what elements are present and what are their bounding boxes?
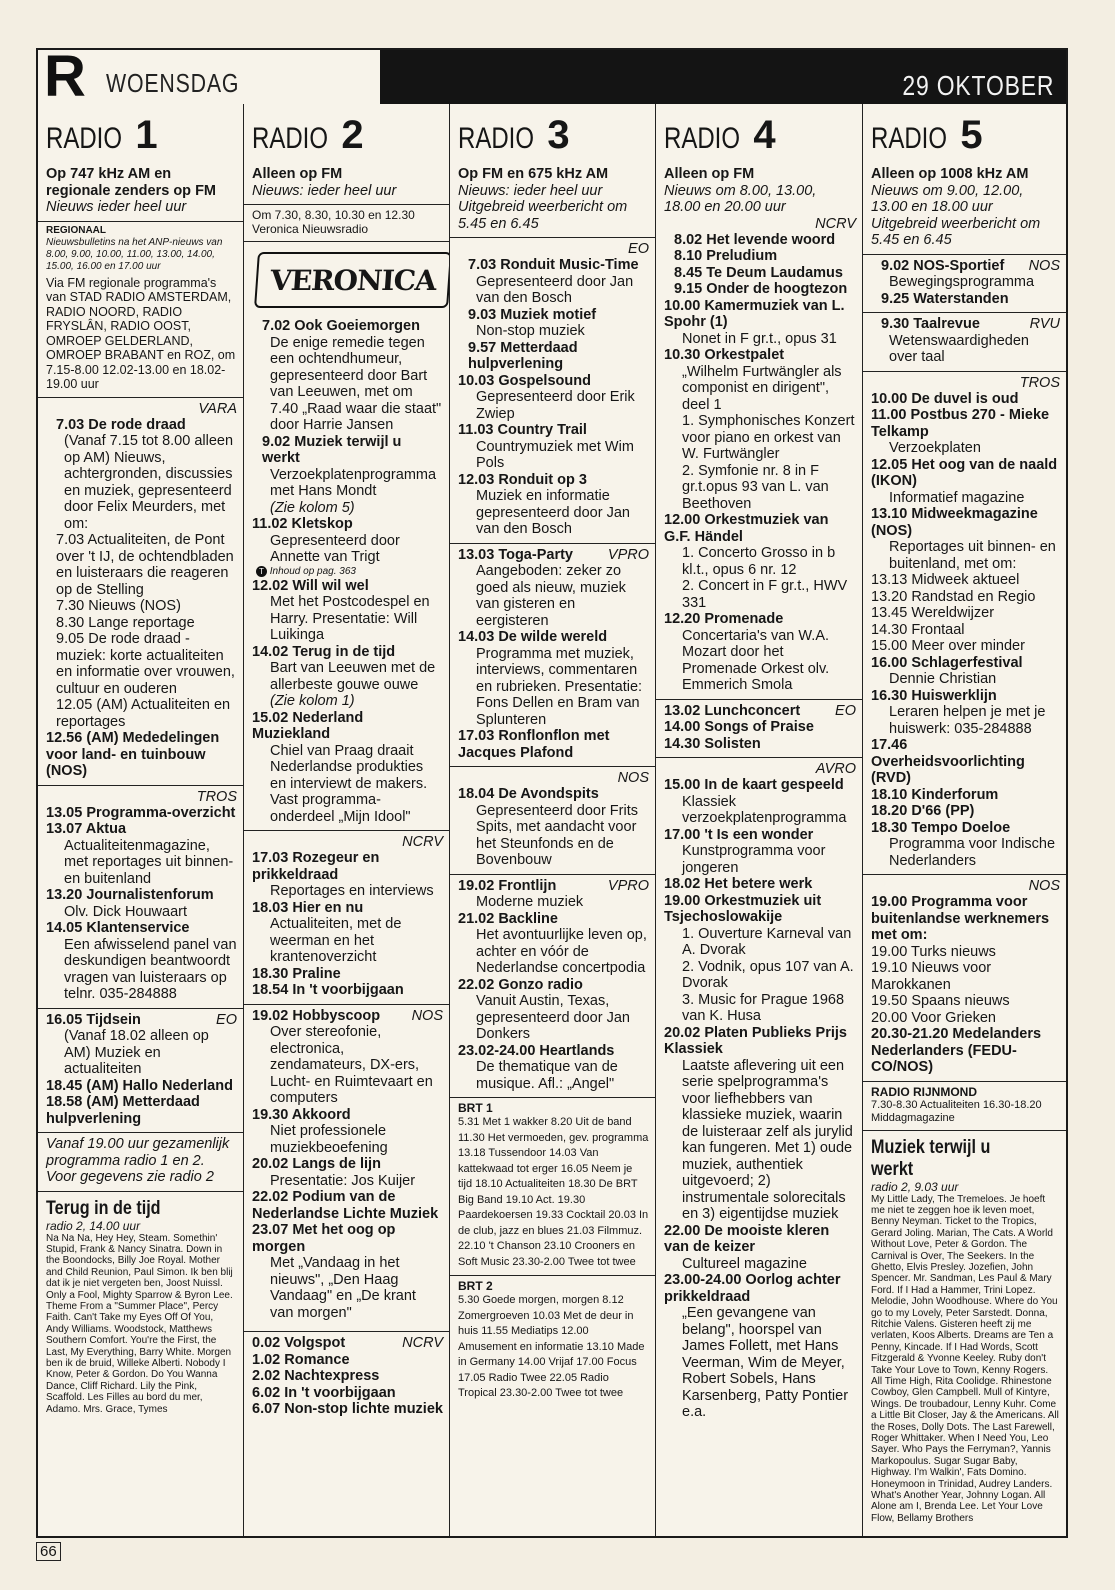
broadcaster: NOS	[617, 770, 649, 786]
broadcaster: TROS	[1019, 374, 1060, 391]
program-desc: Gepresenteerd door Erik Zwiep	[476, 389, 635, 422]
program-title: 9.15 Onder de hoogtezon	[674, 281, 848, 297]
program-title: 12.05 Het oog van de naald (IKON)	[871, 456, 1058, 489]
regionaal-text: Nieuwsbulletins na het ANP-nieuws van 8.00, 9.00, 10.00, 11.00, 13.00, 14.00, 15.00, 16.00 en 17.00 uur	[46, 236, 223, 272]
program-desc: Over stereofonie, electronica, zendamateurs, DX-ers, Lucht- en Ruimtevaart en computers	[270, 1024, 433, 1106]
program-title: 13.10 Midweekmagazine (NOS)	[871, 506, 1038, 539]
program-desc: „Een gevangene van belang", hoorspel van James Follett, met Hans Veerman, Wim de Meyer, Robert Sobels, Hans Karsenberg, Patty Pontier e.a.	[682, 1305, 849, 1420]
program-title: 13.20 Journalistenforum	[46, 887, 214, 903]
program-desc: Nonet in F gr.t., opus 31	[682, 330, 837, 347]
content-note: T Inhoud op pag. 363	[252, 566, 443, 578]
program-title: 22.00 De mooiste kleren van de keizer	[664, 1222, 830, 1255]
program-title: 15.02 Nederland Muziekland	[252, 709, 364, 742]
t-icon: T	[256, 566, 267, 577]
program-title: 10.00 Kamermuziek van L. Spohr (1)	[664, 297, 845, 330]
program-title: 20.02 Langs de lijn	[252, 1156, 381, 1172]
program-desc: Kunstprogramma voor jongeren	[682, 843, 826, 876]
program-desc: Chiel van Praag draait Nederlandse produkties en interviewt de makers. Vast programma-onderdeel „Mijn Idool"	[270, 742, 428, 825]
program-title: 15.00 In de kaart gespeeld	[664, 777, 844, 793]
program-desc: 3. Music for Prague 1968 van K. Husa	[682, 991, 845, 1024]
brt1-title: BRT 1	[458, 1101, 493, 1115]
header-right	[380, 50, 1066, 104]
program-title: 20.30-21.20 Medelanders Nederlanders (FEDU-CO/NOS)	[871, 1026, 1042, 1075]
program-ref: (Zie kolom 1)	[270, 693, 355, 709]
program-desc: Verzoekplaten	[889, 440, 981, 456]
program-title: 14.02 Terug in de tijd	[252, 643, 396, 660]
program-desc: Gepresenteerd door Frits Spits, met aandacht voor het Steunfonds en de Bovenbouw	[476, 802, 638, 868]
rijnmond-schedule: 7.30-8.30 Actualiteiten 16.30-18.20 Middagmagazine	[871, 1098, 1042, 1124]
program-desc: Gepresenteerd door Jan van den Bosch	[476, 273, 634, 306]
program-desc: Actualiteitenmagazine, met reportages uit binnen- en buitenland	[64, 837, 234, 887]
column-radio1	[38, 104, 244, 1536]
program-title: 14.30 Solisten	[664, 735, 761, 752]
program-title: 12.20 Promenade	[664, 611, 784, 627]
broadcaster: VARA	[198, 400, 237, 417]
program-title: 18.20 D'66 (PP)	[871, 803, 975, 819]
box-title: Muziek terwijl u werkt	[871, 1136, 991, 1180]
frequency: Op FM en 675 kHz AM	[458, 166, 609, 182]
program-desc: Verzoekplatenprogramma met Hans Mondt	[270, 466, 437, 499]
broadcaster: TROS	[196, 788, 237, 805]
program-title: 16.30 Huiswerklijn	[871, 687, 997, 704]
box-text: My Little Lady, The Tremeloes. Je hoeft me niet te zeggen hoe ik leven moet, Benny Neyman. Ticket to the Tropics, Gerard Joling. Marian, The Cats. A World Without Love, Peter & Gordon. The Carnival is Over, The Seekers. In the Ghetto, Elvis Presley. Jozefien, John Spencer. Mr. Sandman, Les Paul & Mary Ford. If I Had a Hammer, Trini Lopez. Melodie, John Woodhouse. Where do You go to my Lovely, Peter Sarstedt. Donna, Ritchie Valens. Gisteren heeft zij me verlaten, Koos Alberts. Dreams are Ten a Penny, Kincade. If I Had Words, Scott Fitzgerald & Yvonne Keeley. Ruby don't Take Your Love to Town, Kenny Rogers. All Time High, Rita Coolidge. Rhinestone Cowboy, Glen Campbell. Mull of Kintyre, Wings. De troubadour, Lenny Kuhr. Come a Little Bit Closer, Jay & the Americans. All the Roses, Dolly Dots. The Last Farewell, Roger Whittaker. When I Need You, Leo Sayer. Who Pays the Ferryman?, Yannis Markopoulus. Sugar Sugar Baby, Highway. I'm Walkin', Fats Domino. Honeymoon in Trinidad, Audrey Landers. What's Another Year, Johnny Logan. All Alone am I, Brenda Lee. Let Your Love Flow, Bellamy Brothers	[871, 1193, 1059, 1524]
program-title: 18.04 De Avondspits	[458, 786, 599, 802]
program-title: 16.05 Tijdsein	[46, 1011, 141, 1028]
program-desc: (Vanaf 7.15 tot 8.00 alleen op AM) Nieuws, achtergronden, discussies en muziek, gepresenteerd door Felix Meurders, met om:	[64, 433, 234, 532]
program-title: 2.02 Nachtexpress	[252, 1368, 380, 1384]
program-title: 17.03 Rozegeur en prikkeldraad	[252, 850, 380, 883]
program-desc: Programma met muziek, interviews, commentaren en rubrieken. Presentatie: Fons Dellen en Bram van Splunteren	[476, 645, 643, 728]
program-desc: Leraren helpen je met je huiswerk: 035-284888	[889, 704, 1046, 737]
broadcaster: EO	[216, 1011, 237, 1028]
columns	[38, 104, 1066, 1536]
program-desc: Programma voor Indische Nederlanders	[889, 836, 1056, 869]
program-desc: Niet professionele muziekbeoefening	[270, 1123, 388, 1156]
broadcaster: NCRV	[815, 215, 856, 232]
station-title: RADIO 1	[46, 113, 158, 157]
sub-item: 15.00 Meer over minder	[871, 638, 1025, 654]
frequency: Alleen op FM	[664, 166, 755, 182]
program-desc: 2. Concert in F gr.t., HWV 331	[682, 578, 848, 611]
program-title: 23.07 Met het oog op morgen	[252, 1222, 396, 1255]
broadcaster: NOS	[1028, 878, 1060, 894]
program-title: 11.00 Postbus 270 - Mieke Telkamp	[871, 407, 1050, 440]
program-title: 14.00 Songs of Praise	[664, 719, 814, 735]
program-title: 7.02 Ook Goeiemorgen	[262, 318, 420, 334]
program-title: 13.05 Programma-overzicht	[46, 804, 236, 821]
sub-item: 20.00 Voor Grieken	[871, 1009, 996, 1026]
program-desc: Een afwisselend panel van deskundigen beantwoordt vragen van luisteraars op telnr. 035-284888	[64, 936, 237, 1002]
program-desc: Bewegingsprogramma	[889, 274, 1035, 290]
program-title: 18.02 Het betere werk	[664, 876, 813, 892]
program-ref: (Zie kolom 5)	[270, 499, 355, 516]
program-desc: Klassiek verzoekplatenprogramma	[682, 793, 847, 826]
sub-item: 13.45 Wereldwijzer	[871, 605, 995, 621]
regional-programs: Via FM regionale programma's van STAD RADIO AMSTERDAM, RADIO NOORD, RADIO FRYSLÂN, RADIO OOST, OMROEP GELDERLAND, OMROEP BRABANT en ROZ, om 7.15-8.00 12.02-13.00 en 18.02-19.00 uur	[46, 275, 236, 391]
program-desc: Dennie Christian	[889, 671, 997, 687]
program-desc: 2. Vodnik, opus 107 van A. Dvorak	[682, 958, 854, 991]
program-desc: Met „Vandaag in het nieuws", „Den Haag Vandaag" en „De krant van morgen"	[270, 1255, 416, 1321]
program-title: 23.00-24.00 Oorlog achter prikkeldraad	[664, 1272, 841, 1305]
news-schedule: Nieuws: ieder heel uur	[252, 182, 397, 199]
program-title: 9.02 NOS-Sportief	[881, 257, 1005, 274]
sub-item: 12.05 (AM) Actualiteiten en reportages	[56, 697, 231, 730]
rijnmond-title: RADIO RIJNMOND	[871, 1084, 978, 1099]
station-title: RADIO 3	[458, 113, 570, 157]
station-title: RADIO 2	[252, 113, 364, 157]
program-desc: Concertaria's van W.A. Mozart door het Promenade Orkest olv. Emmerich Smola	[682, 627, 830, 693]
program-title: 10.00 De duvel is oud	[871, 390, 1019, 407]
program-title: 12.02 Will wil wel	[252, 577, 369, 594]
column-radio2	[244, 104, 450, 1536]
program-title: 13.07 Aktua	[46, 821, 127, 837]
broadcaster: EO	[628, 241, 649, 257]
program-title: 6.02 In 't voorbijgaan	[252, 1384, 396, 1401]
column-radio3	[450, 104, 656, 1536]
program-title: 12.03 Ronduit op 3	[458, 471, 587, 488]
program-title: 7.03 De rode draad	[56, 416, 186, 433]
sub-item: 13.20 Randstad en Regio	[871, 588, 1036, 605]
program-title: 12.56 (AM) Mededelingen voor land- en tuinbouw (NOS)	[46, 730, 220, 779]
program-title: 9.30 Taalrevue	[881, 316, 980, 332]
program-title: 13.03 Toga-Party	[458, 546, 573, 563]
veronica-news: Om 7.30, 8.30, 10.30 en 12.30 Veronica Nieuwsradio	[252, 208, 415, 236]
program-title: 0.02 Volgspot	[252, 1335, 346, 1351]
broadcaster: NOS	[411, 1007, 443, 1024]
program-title: 21.02 Backline	[458, 910, 558, 927]
column-radio5	[863, 104, 1066, 1536]
box-text: Na Na Na, Hey Hey, Steam. Somethin' Stupid, Frank & Nancy Sinatra. Down in the Boondocks, Billy Joe Royal. Mother and Child Reunion, Paul Simon. Ik ben blij dat ik je niet vergeten ben, Joost Nuissl. Only a Fool, Mighty Sparrow & Byron Lee. Theme From a "Summer Place", Percy Faith. Can't Take my Eyes Off Of You, Andy Williams. Woodstock, Matthews Southern Comfort. You're the First, the Last, My Everything, Barry White. Morgen ben ik de bruid, Willeke Alberti. Nobody I Know, Peter & Gordon. Do You Wanna Dance, Cliff Richard. Lily the Pink, Scaffold. Les Filles au bord du mer, Adamo. Mrs. Grace, Tymes	[46, 1232, 233, 1415]
program-desc: Countrymuziek met Wim Pols	[476, 438, 634, 471]
program-desc: Cultureel magazine	[682, 1255, 807, 1272]
program-desc: Met het Postcodespel en Harry. Presentatie: Will Luikinga	[270, 594, 430, 643]
program-desc: Gepresenteerd door Annette van Trigt	[270, 532, 400, 565]
program-title: 9.02 Muziek terwijl u werkt	[262, 433, 402, 466]
program-title: 14.03 De wilde wereld	[458, 629, 608, 645]
program-desc: Laatste aflevering uit een serie spelprogramma's voor liefhebbers van klassieke muziek, waarin de luisteraar zelf als jurylid kan fungeren. Met 1) oude muziek, authentiek uitgevoerd; 2) instrumentale solorecitals en 3) eigentijdse muziek	[682, 1057, 853, 1222]
sub-item: 19.50 Spaans nieuws	[871, 993, 1010, 1009]
program-desc: Moderne muziek	[476, 894, 584, 910]
broadcaster: NCRV	[402, 834, 443, 850]
program-desc: Olv. Dick Houwaart	[64, 903, 188, 920]
program-title: 11.02 Kletskop	[252, 516, 353, 532]
frequency: Alleen op 1008 kHz AM	[871, 166, 1029, 182]
program-title: 8.10 Preludium	[674, 248, 778, 264]
program-desc: (Vanaf 18.02 alleen op AM) Muziek en actualiteiten	[64, 1028, 209, 1077]
column-radio4	[656, 104, 863, 1536]
program-title: 10.30 Orkestpalet	[664, 347, 785, 363]
footer-note: Vanaf 19.00 uur gezamenlijk programma radio 1 en 2. Voor gegevens zie radio 2	[46, 1136, 230, 1185]
header-left	[38, 44, 380, 109]
program-desc: 2. Symfonie nr. 8 in F gr.t.opus 93 van L. van Beethoven	[682, 462, 829, 512]
program-desc: Informatief magazine	[889, 489, 1025, 506]
broadcaster: RVU	[1029, 316, 1060, 332]
broadcaster: NOS	[1028, 257, 1060, 274]
program-desc: Het avontuurlijke leven op, achter en vóór de Nederlandse concertpodia	[476, 927, 647, 976]
program-title: 19.02 Frontlijn	[458, 877, 557, 894]
program-desc: Bart van Leeuwen met de allerbeste gouwe ouwe	[270, 660, 436, 693]
program-title: 10.03 Gospelsound	[458, 372, 591, 389]
program-title: 8.45 Te Deum Laudamus	[674, 264, 843, 281]
day-label: WOENSDAG	[106, 68, 240, 98]
program-title: 18.03 Hier en nu	[252, 899, 364, 916]
broadcaster: VPRO	[607, 546, 649, 563]
veronica-logo: VERONICA	[254, 252, 450, 308]
program-title: 18.30 Praline	[252, 965, 341, 982]
program-title: 17.46 Overheidsvoorlichting (RVD)	[871, 737, 1025, 786]
program-title: 12.00 Orkestmuziek van G.F. Händel	[664, 512, 829, 545]
news-schedule: Nieuws: ieder heel uur Uitgebreid weerbericht om 5.45 en 6.45	[458, 182, 628, 232]
station-title: RADIO 4	[664, 113, 776, 157]
program-desc: 1. Symphonisches Konzert voor piano en orkest van W. Furtwängler	[682, 413, 855, 462]
section-letter: R	[44, 44, 86, 109]
news-schedule: Nieuws ieder heel uur	[46, 199, 187, 215]
program-title: 17.03 Ronflonflon met Jacques Plafond	[458, 728, 610, 761]
sub-item: 13.13 Midweek aktueel	[871, 572, 1020, 588]
sub-item: 19.10 Nieuws voor Marokkanen	[871, 960, 992, 993]
program-desc: Actualiteiten, met de weerman en het krantenoverzicht	[270, 916, 402, 965]
program-title: 18.54 In 't voorbijgaan	[252, 982, 404, 998]
box-title: Terug in de tijd	[46, 1197, 161, 1219]
sub-item: 14.30 Frontaal	[871, 621, 965, 638]
program-title: 17.00 't Is een wonder	[664, 826, 814, 843]
program-desc: Presentatie: Jos Kuijer	[270, 1172, 416, 1189]
program-title: 23.02-24.00 Heartlands	[458, 1042, 615, 1059]
program-title: 22.02 Gonzo radio	[458, 976, 583, 993]
program-desc: Reportages en interviews	[270, 883, 434, 899]
program-desc: 1. Ouverture Karneval van A. Dvorak	[682, 925, 852, 958]
program-title: 18.45 (AM) Hallo Nederland	[46, 1077, 233, 1094]
program-title: 9.57 Metterdaad hulpverlening	[468, 339, 578, 372]
sub-item: 7.03 Actualiteiten, de Pont over 't IJ, de ochtendbladen en luisteraars die reageren op de Stelling	[56, 532, 234, 598]
program-title: 6.07 Non-stop lichte muziek	[252, 1401, 443, 1417]
frequency: Op 747 kHz AM en regionale zenders op FM	[46, 166, 216, 199]
sub-item: 7.30 Nieuws (NOS)	[56, 598, 181, 614]
program-title: 14.05 Klantenservice	[46, 920, 190, 936]
box-subtitle: radio 2, 9.03 uur	[871, 1179, 959, 1194]
program-desc: De thematique van de musique. Afl.: „Angel"	[476, 1059, 618, 1092]
news-schedule: Nieuws om 9.00, 12.00, 13.00 en 18.00 uur Uitgebreid weerbericht om 5.45 en 6.45	[871, 182, 1041, 248]
program-desc: Reportages uit binnen- en buitenland, met om:	[889, 539, 1056, 572]
program-title: 1.02 Romance	[252, 1351, 350, 1368]
program-title: 19.00 Orkestmuziek uit Tsjechoslowakije	[664, 892, 822, 925]
box-subtitle: radio 2, 14.00 uur	[46, 1218, 141, 1233]
program-title: 19.30 Akkoord	[252, 1106, 351, 1123]
program-desc: De enige remedie tegen een ochtendhumeur, gepresenteerd door Bart van Leeuwen, met om 7.40 „Raad waar die staat" door Harrie Jansen	[270, 334, 442, 433]
program-title: 11.03 Country Trail	[458, 422, 587, 438]
page-number: 66	[36, 1542, 61, 1561]
broadcaster: NCRV	[402, 1335, 443, 1351]
regionaal-title: REGIONAAL	[46, 224, 106, 236]
program-title: 19.02 Hobbyscoop	[252, 1007, 381, 1024]
program-title: 18.58 (AM) Metterdaad hulpverlening	[46, 1094, 200, 1127]
sub-item: 19.00 Turks nieuws	[871, 943, 996, 960]
program-title: 19.00 Programma voor buitenlandse werknemers met om:	[871, 894, 1050, 943]
program-title: 16.00 Schlagerfestival	[871, 654, 1023, 671]
date-label: 29 OKTOBER	[902, 70, 1054, 101]
program-desc: Non-stop muziek	[476, 323, 585, 339]
program-title: 18.10 Kinderforum	[871, 786, 999, 803]
brt2-schedule: 5.30 Goede morgen, morgen 8.12 Zomergroeven 10.03 Met de deur in huis 11.55 Mediatips 12.00 Amusement en informatie 13.10 Made in Germany 14.00 Vrijaf 17.00 Focus 17.05 Radio Twee 22.05 Radio Tropical 23.30-2.00 Twee tot twee	[458, 1294, 645, 1399]
program-title: 7.03 Ronduit Music-Time	[468, 257, 639, 273]
frequency: Alleen op FM	[252, 166, 343, 182]
program-title: 20.02 Platen Publieks Prijs Klassiek	[664, 1024, 847, 1057]
program-desc: „Wilhelm Furtwängler als componist en dirigent", deel 1	[682, 363, 842, 413]
sub-item: 9.05 De rode draad - muziek: korte actualiteiten en informatie over vrouwen, cultuur en ouderen	[56, 631, 235, 697]
program-desc: Wetenswaardigheden over taal	[889, 332, 1029, 365]
brt2-title: BRT 2	[458, 1279, 493, 1293]
program-desc: Aangeboden: zeker zo goed als nieuw, muziek van gisteren en eergisteren	[476, 563, 626, 629]
program-title: 9.03 Muziek motief	[468, 306, 597, 323]
program-title: 18.30 Tempo Doeloe	[871, 819, 1011, 836]
program-title: 22.02 Podium van de Nederlandse Lichte Muziek	[252, 1189, 439, 1222]
sub-item: 8.30 Lange reportage	[56, 614, 195, 631]
broadcaster: AVRO	[815, 761, 856, 777]
program-desc: 1. Concerto Grosso in b kl.t., opus 6 nr. 12	[682, 545, 836, 578]
program-desc: Muziek en informatie gepresenteerd door Jan van den Bosch	[476, 488, 630, 537]
news-schedule: Nieuws om 8.00, 13.00, 18.00 en 20.00 uur	[664, 182, 817, 215]
program-title: 8.02 Het levende woord	[674, 231, 836, 248]
program-desc: Vanuit Austin, Texas, gepresenteerd door Jan Donkers	[476, 993, 630, 1042]
program-title: 13.02 Lunchconcert	[664, 702, 801, 719]
radio-guide-page	[36, 44, 1068, 1538]
program-title: 9.25 Waterstanden	[881, 290, 1009, 307]
station-title: RADIO 5	[871, 113, 983, 157]
broadcaster: VPRO	[607, 877, 649, 894]
page-header	[38, 44, 1066, 109]
broadcaster: EO	[835, 702, 856, 719]
brt1-schedule: 5.31 Met 1 wakker 8.20 Uit de band 11.30 Het vermoeden, gev. programma 13.18 Tussendoor 14.03 Van kattekwaad tot erger 16.05 Neem je tijd 18.10 Actualiteiten 18.30 De BRT Big Band 19.10 Act. 19.30 Paardekoersen 19.33 Cocktail 20.03 In de club, jazz en blues 21.03 Filmmuz. 22.10 't Chanson 23.10 Crooners en Soft Music 23.30-2.00 Twee tot twee	[458, 1116, 649, 1268]
